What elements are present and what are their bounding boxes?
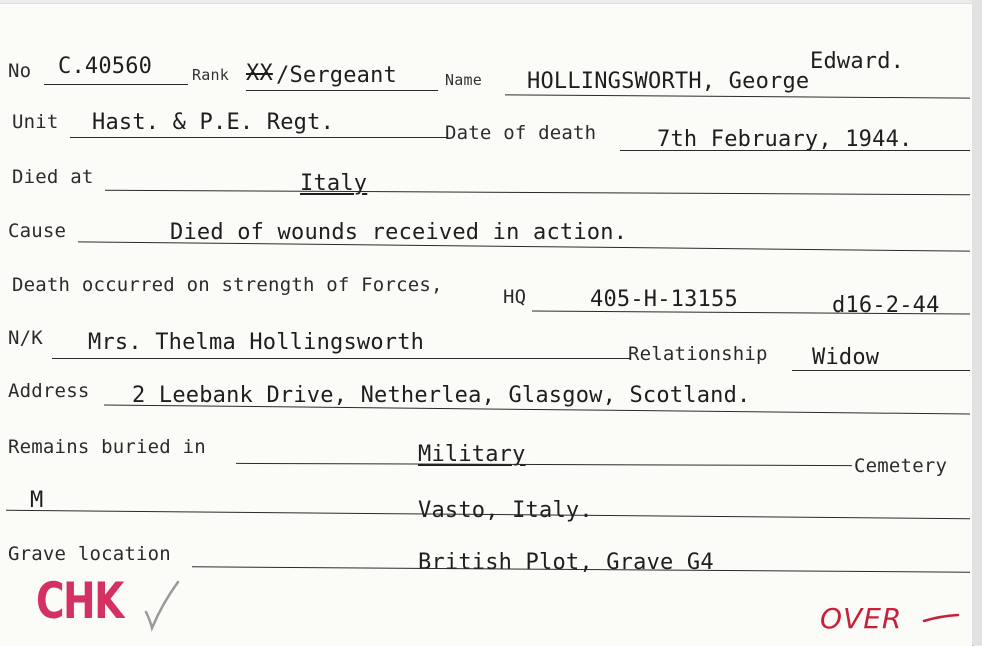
grave-value: British Plot, Grave G4 (418, 550, 714, 575)
address-label: Address (8, 380, 90, 402)
unit-label: Unit (12, 111, 59, 133)
date-rule (620, 150, 970, 151)
no-label: No (8, 60, 32, 82)
record-card (0, 3, 974, 646)
over-annotation: OVER (820, 602, 903, 635)
remains-label: Remains buried in (8, 436, 206, 458)
no-value: C.40560 (58, 54, 153, 79)
relationship-rule (792, 370, 970, 371)
rank-prefix: XX (246, 61, 273, 86)
cemetery-value: Vasto, Italy. (418, 498, 593, 523)
name-continued: Edward. (810, 49, 905, 74)
cause-value: Died of wounds received in action. (170, 220, 628, 245)
relationship-label: Relationship (628, 343, 768, 365)
nk-label: N/K (8, 327, 43, 349)
nk-value: Mrs. Thelma Hollingsworth (88, 330, 425, 355)
unit-rule (70, 137, 448, 138)
check-mark-icon (142, 578, 182, 633)
nk-rule (52, 358, 630, 359)
strength-hq: HQ (503, 286, 527, 308)
remains-value: Military (418, 442, 526, 467)
relationship-value: Widow (812, 345, 880, 370)
rank-value: /Sergeant (276, 63, 398, 88)
strength-date: d16-2-44 (832, 293, 940, 318)
over-dash-icon (922, 612, 962, 626)
rank-label: Rank (192, 66, 229, 84)
died-at-value: Italy (300, 171, 368, 196)
name-value: HOLLINGSWORTH, George (527, 69, 810, 94)
cemetery-prefix: M (30, 488, 44, 513)
chk-stamp: CHK (36, 572, 123, 630)
card-edge-shadow (972, 0, 982, 645)
strength-ref: 405-H-13155 (590, 287, 738, 312)
address-value: 2 Leebank Drive, Netherlea, Glasgow, Scotland. (132, 383, 751, 408)
grave-label: Grave location (8, 543, 171, 565)
name-rule (505, 94, 970, 98)
rank-rule (246, 90, 438, 91)
strength-label: Death occurred on strength of Forces, (12, 274, 443, 296)
date-of-death-label: Date of death (445, 122, 597, 144)
cemetery-suffix: Cemetery (854, 455, 948, 477)
no-rule (44, 84, 188, 85)
date-of-death-value: 7th February, 1944. (657, 127, 913, 152)
died-at-label: Died at (12, 166, 94, 188)
remains-rule (236, 463, 852, 466)
cause-label: Cause (8, 220, 67, 242)
unit-value: Hast. & P.E. Regt. (92, 110, 335, 135)
died-at-rule (105, 190, 970, 196)
name-label: Name (445, 71, 482, 89)
